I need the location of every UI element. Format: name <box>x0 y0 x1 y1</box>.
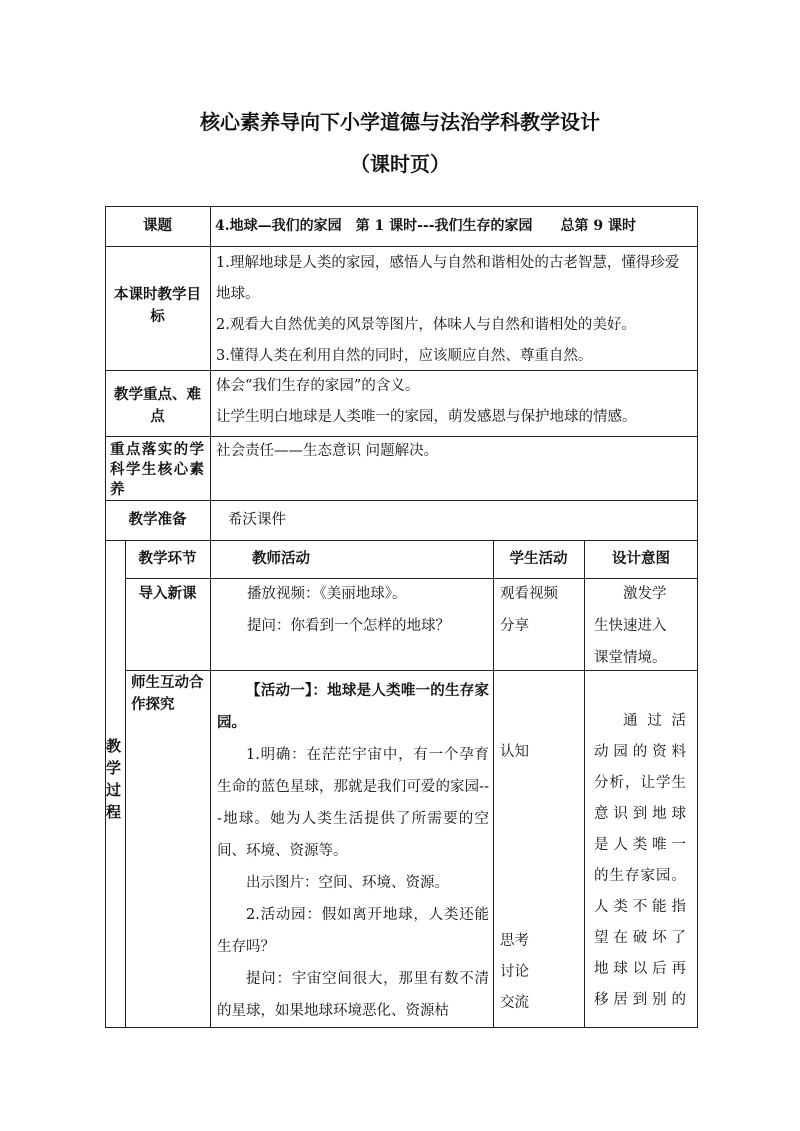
key-points <box>216 371 694 433</box>
header-student: 学生活动 <box>509 551 568 567</box>
activity-heading: 【活动一】：地球是人类唯一的生存家园。 <box>217 682 489 731</box>
topic-value: 4.地球—我们的家园 第 1 课时---我们生存的家园 总第 9 课时 <box>215 218 637 234</box>
goal-item: 3.懂得人类在利用自然的同时，应该顺应自然、尊重自然。 <box>216 348 593 364</box>
goals-list <box>216 248 692 372</box>
stage-intro: 导入新课 <box>138 586 197 602</box>
prep-value: 希沃课件 <box>228 512 286 528</box>
design-intent-intro: 激发学 生快速进入 课堂情境。 <box>594 586 667 666</box>
core-literacy-label: 重点落实的学科学生核心素养 <box>110 442 204 498</box>
key-point-item: 体会“我们生存的家园”的含义。 <box>216 378 420 394</box>
prep-label: 教学准备 <box>128 512 187 528</box>
header-teacher: 教师活动 <box>252 551 310 567</box>
teacher-activity-intro: 播放视频：《美丽地球》。 提问：你看到一个怎样的地球？ <box>247 586 450 634</box>
goals-label: 本课时教学目标 <box>114 287 201 325</box>
stage-explore: 师生互动合作探究 <box>131 675 204 713</box>
core-literacy-value: 社会责任——生态意识 问题解决。 <box>216 443 439 459</box>
key-points-label: 教学重点、难点 <box>114 387 201 425</box>
design-intent-explore: 通过活 动园的资料 分析，让学生 意识到地球 是人类唯一 的生存家园。 人类不能指 望在破坏了 地球以后再 移居到别的 <box>594 713 686 1008</box>
student-activity-explore-2: 思考 讨论 交流 <box>500 933 529 1011</box>
goal-item: 1.理解地球是人类的家园，感悟人与自然和谐相处的古老智慧，懂得珍爱地球。 <box>216 255 680 302</box>
student-activity-intro: 观看视频 分享 <box>500 586 558 634</box>
document-title: 核心素养导向下小学道德与法治学科教学设计 <box>200 110 600 134</box>
process-label: 教学过程 <box>106 737 122 821</box>
document-subtitle: （课时页） <box>350 152 450 176</box>
header-intent: 设计意图 <box>612 551 670 567</box>
topic-label: 课题 <box>143 218 172 234</box>
header-stage: 教学环节 <box>138 551 197 567</box>
key-point-item: 让学生明白地球是人类唯一的家园，萌发感恩与保护地球的情感。 <box>216 409 637 425</box>
teacher-activity-explore: 【活动一】：地球是人类唯一的生存家园。 1.明确：在茫茫宇宙中，有一个孕育生命的蓝色星球，那就是我们可爱的家园---地球。她为人类生活提供了所需要的空间、环境、资源等。 出示图片：空间、环境、资源。 2.活动园：假如离开地球，人类还能生存吗？ 提问：宇宙空间很大，那里有数不清的星球，如果地球环境恶化、资源枯 <box>217 675 489 1027</box>
goal-item: 2.观看大自然优美的风景等图片，体味人与自然和谐相处的美好。 <box>216 317 636 333</box>
student-activity-explore-1: 认知 <box>500 744 529 760</box>
